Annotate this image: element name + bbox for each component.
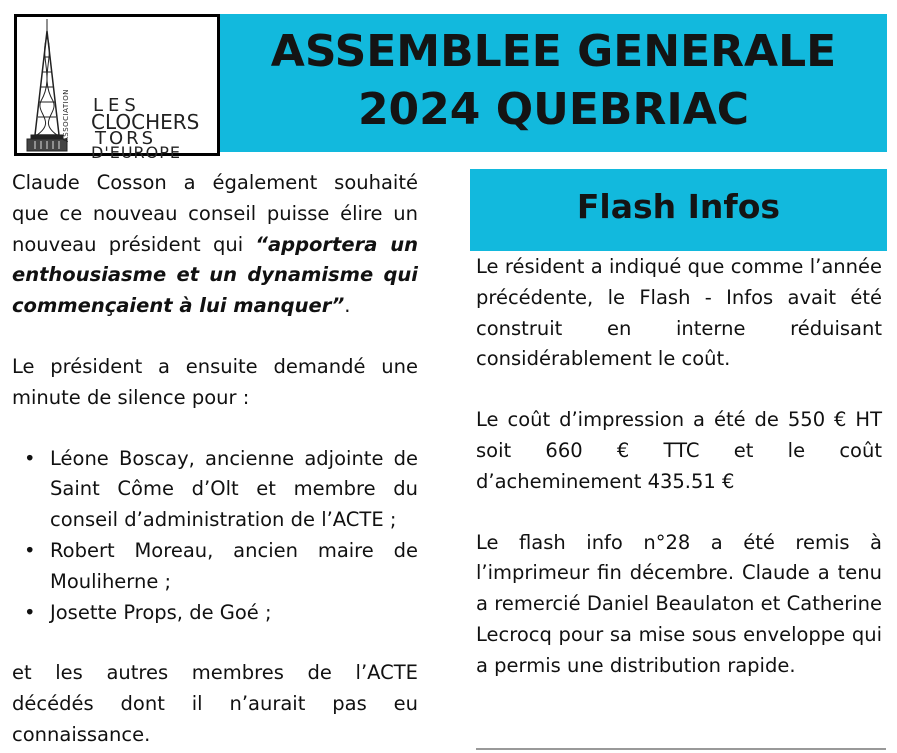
divider <box>476 748 886 750</box>
list-item: • Léone Boscay, ancienne adjointe de Saint Côme d’Olt et membre du conseil d’administration de l’ACTE ; <box>50 444 418 536</box>
paragraph-flash-production: Le résident a indiqué que comme l’année précédente, le Flash - Infos avait été construit en interne réduisant considérablement le coût. <box>476 255 882 371</box>
section-title: Flash Infos <box>576 187 781 226</box>
list-item: • Robert Moreau, ancien maire de Mouliherne ; <box>50 536 418 598</box>
logo-text-europe: D'EUROPE <box>91 143 182 162</box>
page-title-line1: ASSEMBLEE GENERALE <box>270 26 837 77</box>
list-item: • Josette Props, de Goé ; <box>50 598 418 629</box>
flash-infos-banner <box>470 169 887 251</box>
page-title-line2: 2024 QUEBRIAC <box>357 84 750 135</box>
association-logo <box>14 14 220 162</box>
title-banner <box>220 14 887 152</box>
paragraph-election-text: Claude Cosson a également souhaité que ce nouveau conseil puisse élire un nouveau président qui <box>12 171 418 256</box>
paragraph-election-end: . <box>344 294 351 318</box>
paragraph-flash-28: Le flash info n°28 a été remis à l’imprimeur fin décembre. Claude a tenu a remercié Daniel Beaulaton et Catherine Lecrocq pour sa mise sous enveloppe qui a permis une distribution rapide. <box>476 530 882 677</box>
paragraph-minute-silence: Le président a ensuite demandé une minute de silence pour : <box>12 354 418 409</box>
president-quote: “apportera un enthousiasme et un dynamisme qui commençaient à lui manquer” <box>12 232 418 318</box>
left-column <box>12 168 418 751</box>
memorial-list <box>12 444 418 629</box>
logo-text-les: LES <box>93 95 141 116</box>
paragraph-costs: Le coût d’impression a été de 550 € HT soit 660 € TTC et le coût d’acheminement 435.51 € <box>476 408 882 493</box>
right-column <box>476 252 882 682</box>
logo-text-tors: TORS <box>95 128 157 149</box>
logo-text-clochers: CLOCHERS <box>91 110 200 134</box>
paragraph-election <box>12 168 418 322</box>
paragraph-other-members: et les autres membres de l’ACTE décédés dont il n’aurait pas eu connaissance. <box>12 661 418 746</box>
logo-text-association: ASSOCIATION <box>62 89 70 142</box>
